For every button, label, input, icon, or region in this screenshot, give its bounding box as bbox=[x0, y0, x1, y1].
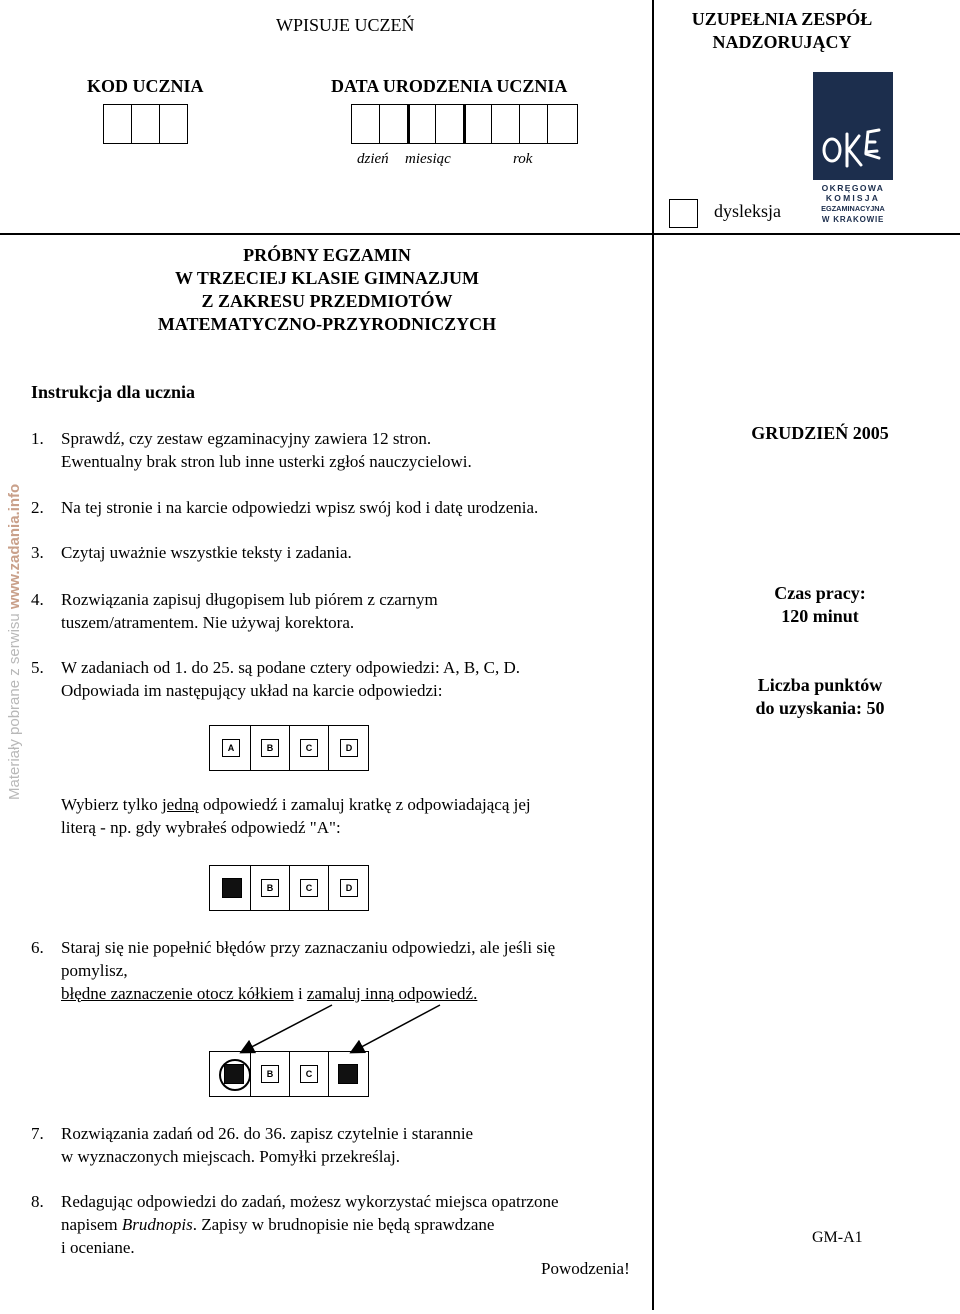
logo-line-3: EGZAMINACYJNA bbox=[821, 204, 885, 213]
answer-d-box: D bbox=[340, 739, 358, 757]
watermark bbox=[6, 470, 28, 800]
answer-filled-example bbox=[209, 865, 369, 911]
dysleksja-checkbox[interactable] bbox=[669, 199, 698, 228]
miesiac-caption: miesiąc bbox=[405, 151, 451, 167]
date-box-day-2[interactable] bbox=[379, 104, 408, 144]
zespol-line-1: UZUPEŁNIA ZESPÓŁ bbox=[691, 9, 873, 29]
oke-logo bbox=[813, 72, 893, 226]
instruction-5-number: 5. bbox=[31, 658, 44, 677]
instruction-6-fill-text: zamaluj inną odpowiedź. bbox=[306, 984, 478, 1003]
title-line-3: Z ZAKRESU PRZEDMIOTÓW bbox=[201, 291, 453, 311]
instruction-8-line-2a: napisem bbox=[61, 1215, 122, 1234]
watermark-prefix: Materiały pobrane z serwisu bbox=[6, 609, 23, 800]
answer-correction-example bbox=[209, 1051, 369, 1097]
instruction-8-number: 8. bbox=[31, 1192, 44, 1211]
instruction-4-line-2: tuszem/atramentem. Nie używaj korektora. bbox=[61, 613, 355, 632]
instruction-2-line-1: Na tej stronie i na karcie odpowiedzi wpisz swój kod i datę urodzenia. bbox=[61, 498, 539, 517]
instruction-7-line-2: w wyznaczonych miejscach. Pomyłki przekreślaj. bbox=[61, 1147, 400, 1166]
choose-text-line-2: literą - np. gdy wybrałeś odpowiedź "A": bbox=[61, 818, 341, 837]
title-line-2: W TRZECIEJ KLASIE GIMNAZJUM bbox=[175, 268, 479, 288]
choose-text-underlined: jedną bbox=[161, 795, 199, 814]
date-box-year-4[interactable] bbox=[547, 104, 578, 144]
instruction-8-brudnopis: Brudnopis bbox=[121, 1215, 193, 1234]
date-box-year-1[interactable] bbox=[463, 104, 492, 144]
instruction-5 bbox=[31, 656, 646, 704]
choose-text-b: odpowiedź i zamaluj kratkę z odpowiadającą jej bbox=[198, 795, 531, 814]
instruction-3-number: 3. bbox=[31, 543, 44, 562]
instruction-5-line-1: W zadaniach od 1. do 25. są podane cztery odpowiedzi: A, B, C, D. bbox=[61, 658, 521, 677]
date-box-month-1[interactable] bbox=[407, 104, 436, 144]
instructions-heading: Instrukcja dla ucznia bbox=[31, 382, 196, 402]
instruction-3-line-1: Czytaj uważnie wszystkie teksty i zadania. bbox=[61, 543, 352, 562]
logo-line-2: KOMISJA bbox=[825, 193, 881, 203]
dysleksja-label: dysleksja bbox=[714, 201, 781, 221]
instruction-4-line-1: Rozwiązania zapisuj długopisem lub piórem z czarnym bbox=[61, 590, 438, 609]
instruction-8-line-1: Redagując odpowiedzi do zadań, możesz wykorzystać miejsca opatrzone bbox=[61, 1192, 559, 1211]
answer-d-box: D bbox=[340, 879, 358, 897]
exam-title bbox=[0, 244, 654, 336]
instruction-3 bbox=[31, 541, 641, 565]
title-line-4: MATEMATYCZNO-PRZYRODNICZYCH bbox=[157, 314, 497, 334]
header-divider-vertical bbox=[652, 0, 654, 1310]
answer-c-box: C bbox=[300, 739, 318, 757]
answer-layout-example bbox=[209, 725, 369, 771]
choose-text-a: Wybierz tylko bbox=[61, 795, 162, 814]
kod-box-2[interactable] bbox=[131, 104, 160, 144]
instruction-7 bbox=[31, 1122, 641, 1170]
instruction-5-line-2: Odpowiada im następujący układ na karcie odpowiedzi: bbox=[61, 681, 443, 700]
instruction-1-number: 1. bbox=[31, 429, 44, 448]
answer-b-box: B bbox=[261, 739, 279, 757]
instruction-6-line-2: pomylisz, bbox=[61, 961, 128, 980]
dzien-caption: dzień bbox=[357, 151, 389, 167]
instruction-6 bbox=[31, 936, 651, 1008]
instruction-1-line-2: Ewentualny brak stron lub inne usterki zgłoś nauczycielowi. bbox=[61, 452, 472, 471]
wpisuje-label: WPISUJE UCZEŃ bbox=[276, 15, 415, 35]
instruction-4-number: 4. bbox=[31, 590, 44, 609]
instruction-6-number: 6. bbox=[31, 938, 44, 957]
zespol-line-2: NADZORUJĄCY bbox=[712, 32, 852, 52]
instruction-6-circle-text: błędne zaznaczenie otocz kółkiem bbox=[61, 984, 294, 1003]
answer-b-box: B bbox=[261, 879, 279, 897]
instruction-2 bbox=[31, 496, 651, 520]
title-line-1: PRÓBNY EGZAMIN bbox=[243, 245, 411, 265]
exam-code: GM-A1 bbox=[812, 1229, 863, 1246]
instruction-4 bbox=[31, 588, 641, 636]
zespol-label bbox=[654, 8, 910, 54]
instruction-6-line-1: Staraj się nie popełnić błędów przy zaznaczaniu odpowiedzi, ale jeśli się bbox=[61, 938, 556, 957]
choose-one-note bbox=[61, 793, 646, 841]
date-box-year-3[interactable] bbox=[519, 104, 548, 144]
instruction-8-line-3: i oceniane. bbox=[61, 1238, 135, 1257]
points-line-1: Liczba punktów bbox=[757, 675, 883, 695]
instruction-2-number: 2. bbox=[31, 498, 44, 517]
kod-box-3[interactable] bbox=[159, 104, 188, 144]
answer-d-filled-box bbox=[338, 1064, 358, 1084]
logo-line-1: OKRĘGOWA bbox=[821, 183, 885, 193]
good-luck: Powodzenia! bbox=[541, 1259, 630, 1278]
watermark-site: www.zadania.info bbox=[6, 483, 23, 610]
data-urodzenia-label: DATA URODZENIA UCZNIA bbox=[331, 76, 568, 96]
answer-a-circled-box bbox=[224, 1064, 244, 1084]
logo-line-4: W KRAKOWIE bbox=[821, 215, 885, 224]
answer-c-box: C bbox=[300, 879, 318, 897]
answer-c-box: C bbox=[300, 1065, 318, 1083]
exam-date: GRUDZIEŃ 2005 bbox=[751, 423, 889, 443]
kod-label: KOD UCZNIA bbox=[87, 76, 204, 96]
instruction-6-and: i bbox=[293, 984, 307, 1003]
kod-box-1[interactable] bbox=[103, 104, 132, 144]
answer-b-box: B bbox=[261, 1065, 279, 1083]
exam-points bbox=[690, 674, 950, 720]
instruction-1-line-1: Sprawdź, czy zestaw egzaminacyjny zawiera 12 stron. bbox=[61, 429, 432, 448]
instruction-8-line-2c: . Zapisy w brudnopisie nie będą sprawdzane bbox=[192, 1215, 495, 1234]
time-line-2: 120 minut bbox=[781, 606, 859, 626]
points-line-2: do uzyskania: 50 bbox=[755, 698, 885, 718]
answer-a-box: A bbox=[222, 739, 240, 757]
time-line-1: Czas pracy: bbox=[774, 583, 866, 603]
oke-logo-image bbox=[813, 72, 893, 226]
answer-a-filled-box bbox=[222, 878, 242, 898]
header-divider-horizontal bbox=[0, 233, 960, 235]
date-box-year-2[interactable] bbox=[491, 104, 520, 144]
rok-caption: rok bbox=[513, 151, 533, 167]
date-box-month-2[interactable] bbox=[435, 104, 464, 144]
instruction-1 bbox=[31, 427, 641, 475]
instruction-7-number: 7. bbox=[31, 1124, 44, 1143]
date-box-day-1[interactable] bbox=[351, 104, 380, 144]
instruction-8 bbox=[31, 1190, 651, 1262]
exam-time bbox=[690, 582, 950, 628]
instruction-7-line-1: Rozwiązania zadań od 26. do 36. zapisz czytelnie i starannie bbox=[61, 1124, 474, 1143]
